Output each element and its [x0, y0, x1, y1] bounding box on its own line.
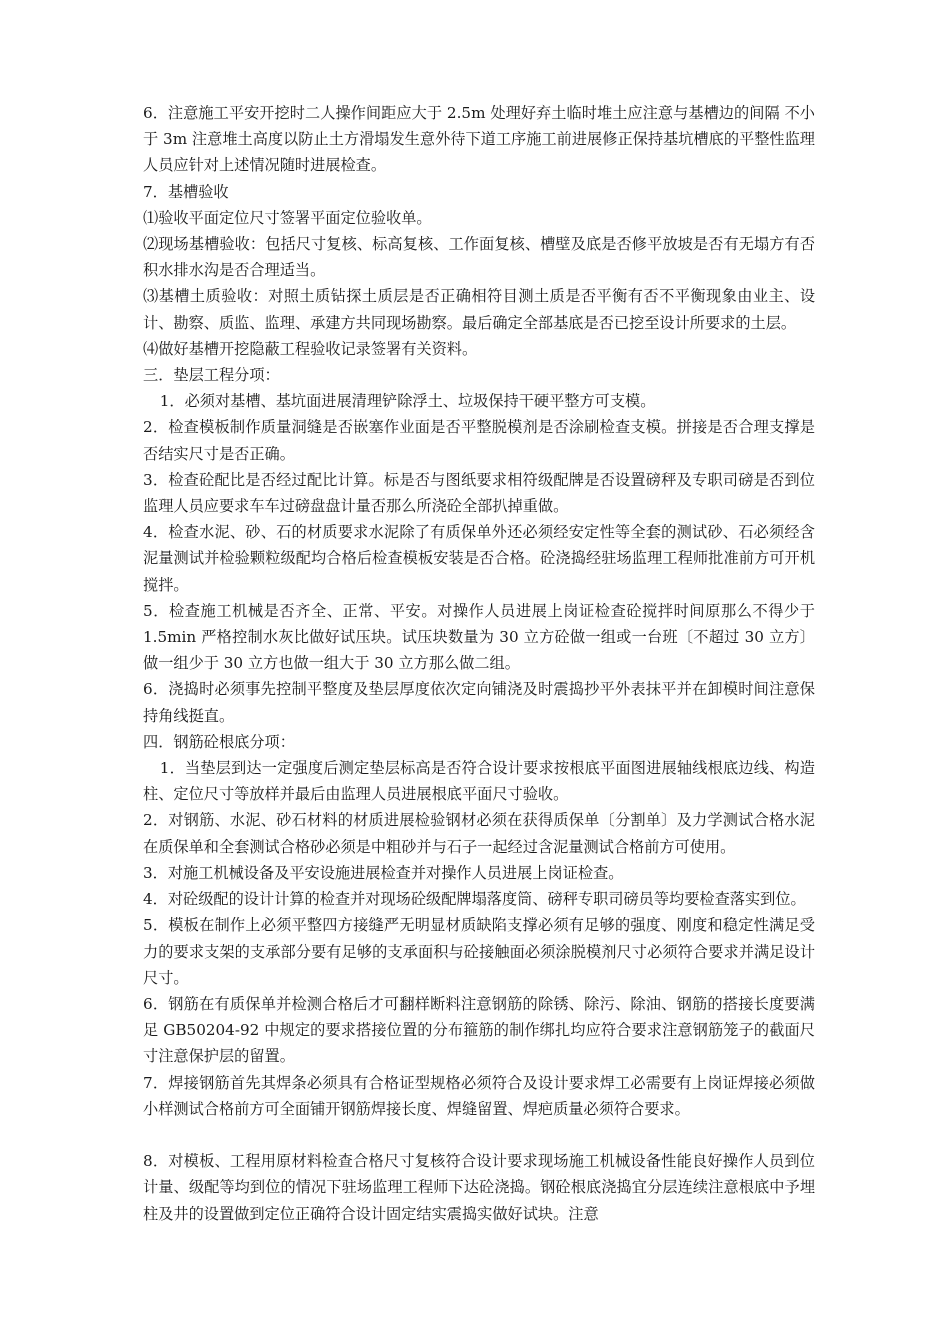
paragraph: 4．检查水泥、砂、石的材质要求水泥除了有质保单外还必须经安定性等全套的测试砂、石必须经含泥量测试并检验颗粒级配均合格后检查模板安装是否合格。砼浇捣经驻场监理工程师批准前方可开机搅拌。	[143, 523, 815, 594]
paragraph: ⑴验收平面定位尺寸签署平面定位验收单。	[143, 208, 432, 227]
paragraph: ⑶基槽土质验收：对照土质钻探土质层是否正确相符目测土质是否平衡有否不平衡现象由业主、设计、勘察、质监、监理、承建方共同现场勘察。最后确定全部基底是否已挖至设计所要求的土层。	[143, 287, 815, 332]
paragraph: 4．对砼级配的设计计算的检查并对现场砼级配牌塌落度筒、磅秤专职司磅员等均要检查落实到位。	[143, 890, 806, 909]
paragraph: 2．对钢筋、水泥、砂石材料的材质进展检验钢材必须在获得质保单〔分割单〕及力学测试合格水泥在质保单和全套测试合格砂必须是中粗砂并与石子一起经过含泥量测试合格前方可使用。	[143, 811, 815, 856]
paragraph: 6．浇捣时必须事先控制平整度及垫层厚度依次定向铺浇及时震捣抄平外表抹平并在卸模时间注意保持角线挺直。	[143, 680, 815, 725]
paragraph: 6．钢筋在有质保单并检测合格后才可翻样断料注意钢筋的除锈、除污、除油、钢筋的搭接长度要满足 GB50204-92 中规定的要求搭接位置的分布箍筋的制作绑扎均应符合要求注意钢筋笼子的截面尺寸注意保护层的留置。	[143, 994, 815, 1066]
paragraph: 3．检查砼配比是否经过配比计算。标是否与图纸要求相符级配牌是否设置磅秤及专职司磅是否到位监理人员应要求车车过磅盘盘计量否那么所浇砼全部扒掉重做。	[143, 470, 815, 516]
paragraph: 6．注意施工平安开挖时二人操作间距应大于 2.5m 处理好弃土临时堆土应注意与基槽边的间隔 不小于 3m 注意堆土高度以防止土方滑塌发生意外待下道工序施工前进展修正保持基坑槽底的平整性监理人员应针对上述情况随时进展检查。	[143, 104, 815, 175]
paragraph: 3．对施工机械设备及平安设施进展检查并对操作人员进展上岗证检查。	[143, 863, 624, 882]
paragraph: ⑷做好基槽开挖隐蔽工程验收记录签署有关资料。	[143, 339, 478, 358]
paragraph: 5．检查施工机械是否齐全、正常、平安。对操作人员进展上岗证检查砼搅拌时间原那么不得少于 1.5min 严格控制水灰比做好试压块。试压块数量为 30 立方砼做一组或一台班〔不超过 30 立方〕做一组少于 30 立方也做一组大于 30 立方那么做二组。	[143, 601, 815, 673]
document-page	[143, 100, 815, 1227]
paragraph: 7．焊接钢筋首先其焊条必须具有合格证型规格必须符合及设计要求焊工必需要有上岗证焊接必须做小样测试合格前方可全面铺开钢筋焊接长度、焊缝留置、焊疤质量必须符合要求。	[143, 1073, 815, 1118]
paragraph: 三．垫层工程分项：	[143, 366, 280, 385]
paragraph: 7．基槽验收	[143, 182, 229, 201]
paragraph: ⑵现场基槽验收：包括尺寸复核、标高复核、工作面复核、槽壁及底是否修平放坡是否有无塌方有否积水排水沟是否合理适当。	[143, 235, 815, 280]
paragraph: 5．模板在制作上必须平整四方接缝严无明显材质缺陷支撑必须有足够的强度、刚度和稳定性满足受力的要求支架的支承部分要有足够的支承面积与砼接触面必须涂脱模剂尺寸必须符合要求并满足设计尺寸。	[143, 916, 815, 987]
blank-line	[143, 1122, 815, 1148]
paragraph: 四．钢筋砼根底分项：	[143, 732, 295, 751]
paragraph: 2．检查模板制作质量洞缝是否嵌塞作业面是否平整脱模剂是否涂刷检查支模。拼接是否合理支撑是否结实尺寸是否正确。	[143, 418, 815, 463]
paragraph: 8．对模板、工程用原材料检查合格尺寸复核符合设计要求现场施工机械设备性能良好操作人员到位计量、级配等均到位的情况下驻场监理工程师下达砼浇捣。钢砼根底浇捣宜分层连续注意根底中予埋柱及井的设置做到定位正确符合设计固定结实震捣实做好试块。注意	[143, 1152, 815, 1223]
paragraph: 1．当垫层到达一定强度后测定垫层标高是否符合设计要求按根底平面图进展轴线根底边线、构造柱、定位尺寸等放样并最后由监理人员进展根底平面尺寸验收。	[143, 759, 815, 804]
paragraph: 1．必须对基槽、基坑面进展清理铲除浮土、垃圾保持干硬平整方可支模。	[159, 392, 656, 411]
